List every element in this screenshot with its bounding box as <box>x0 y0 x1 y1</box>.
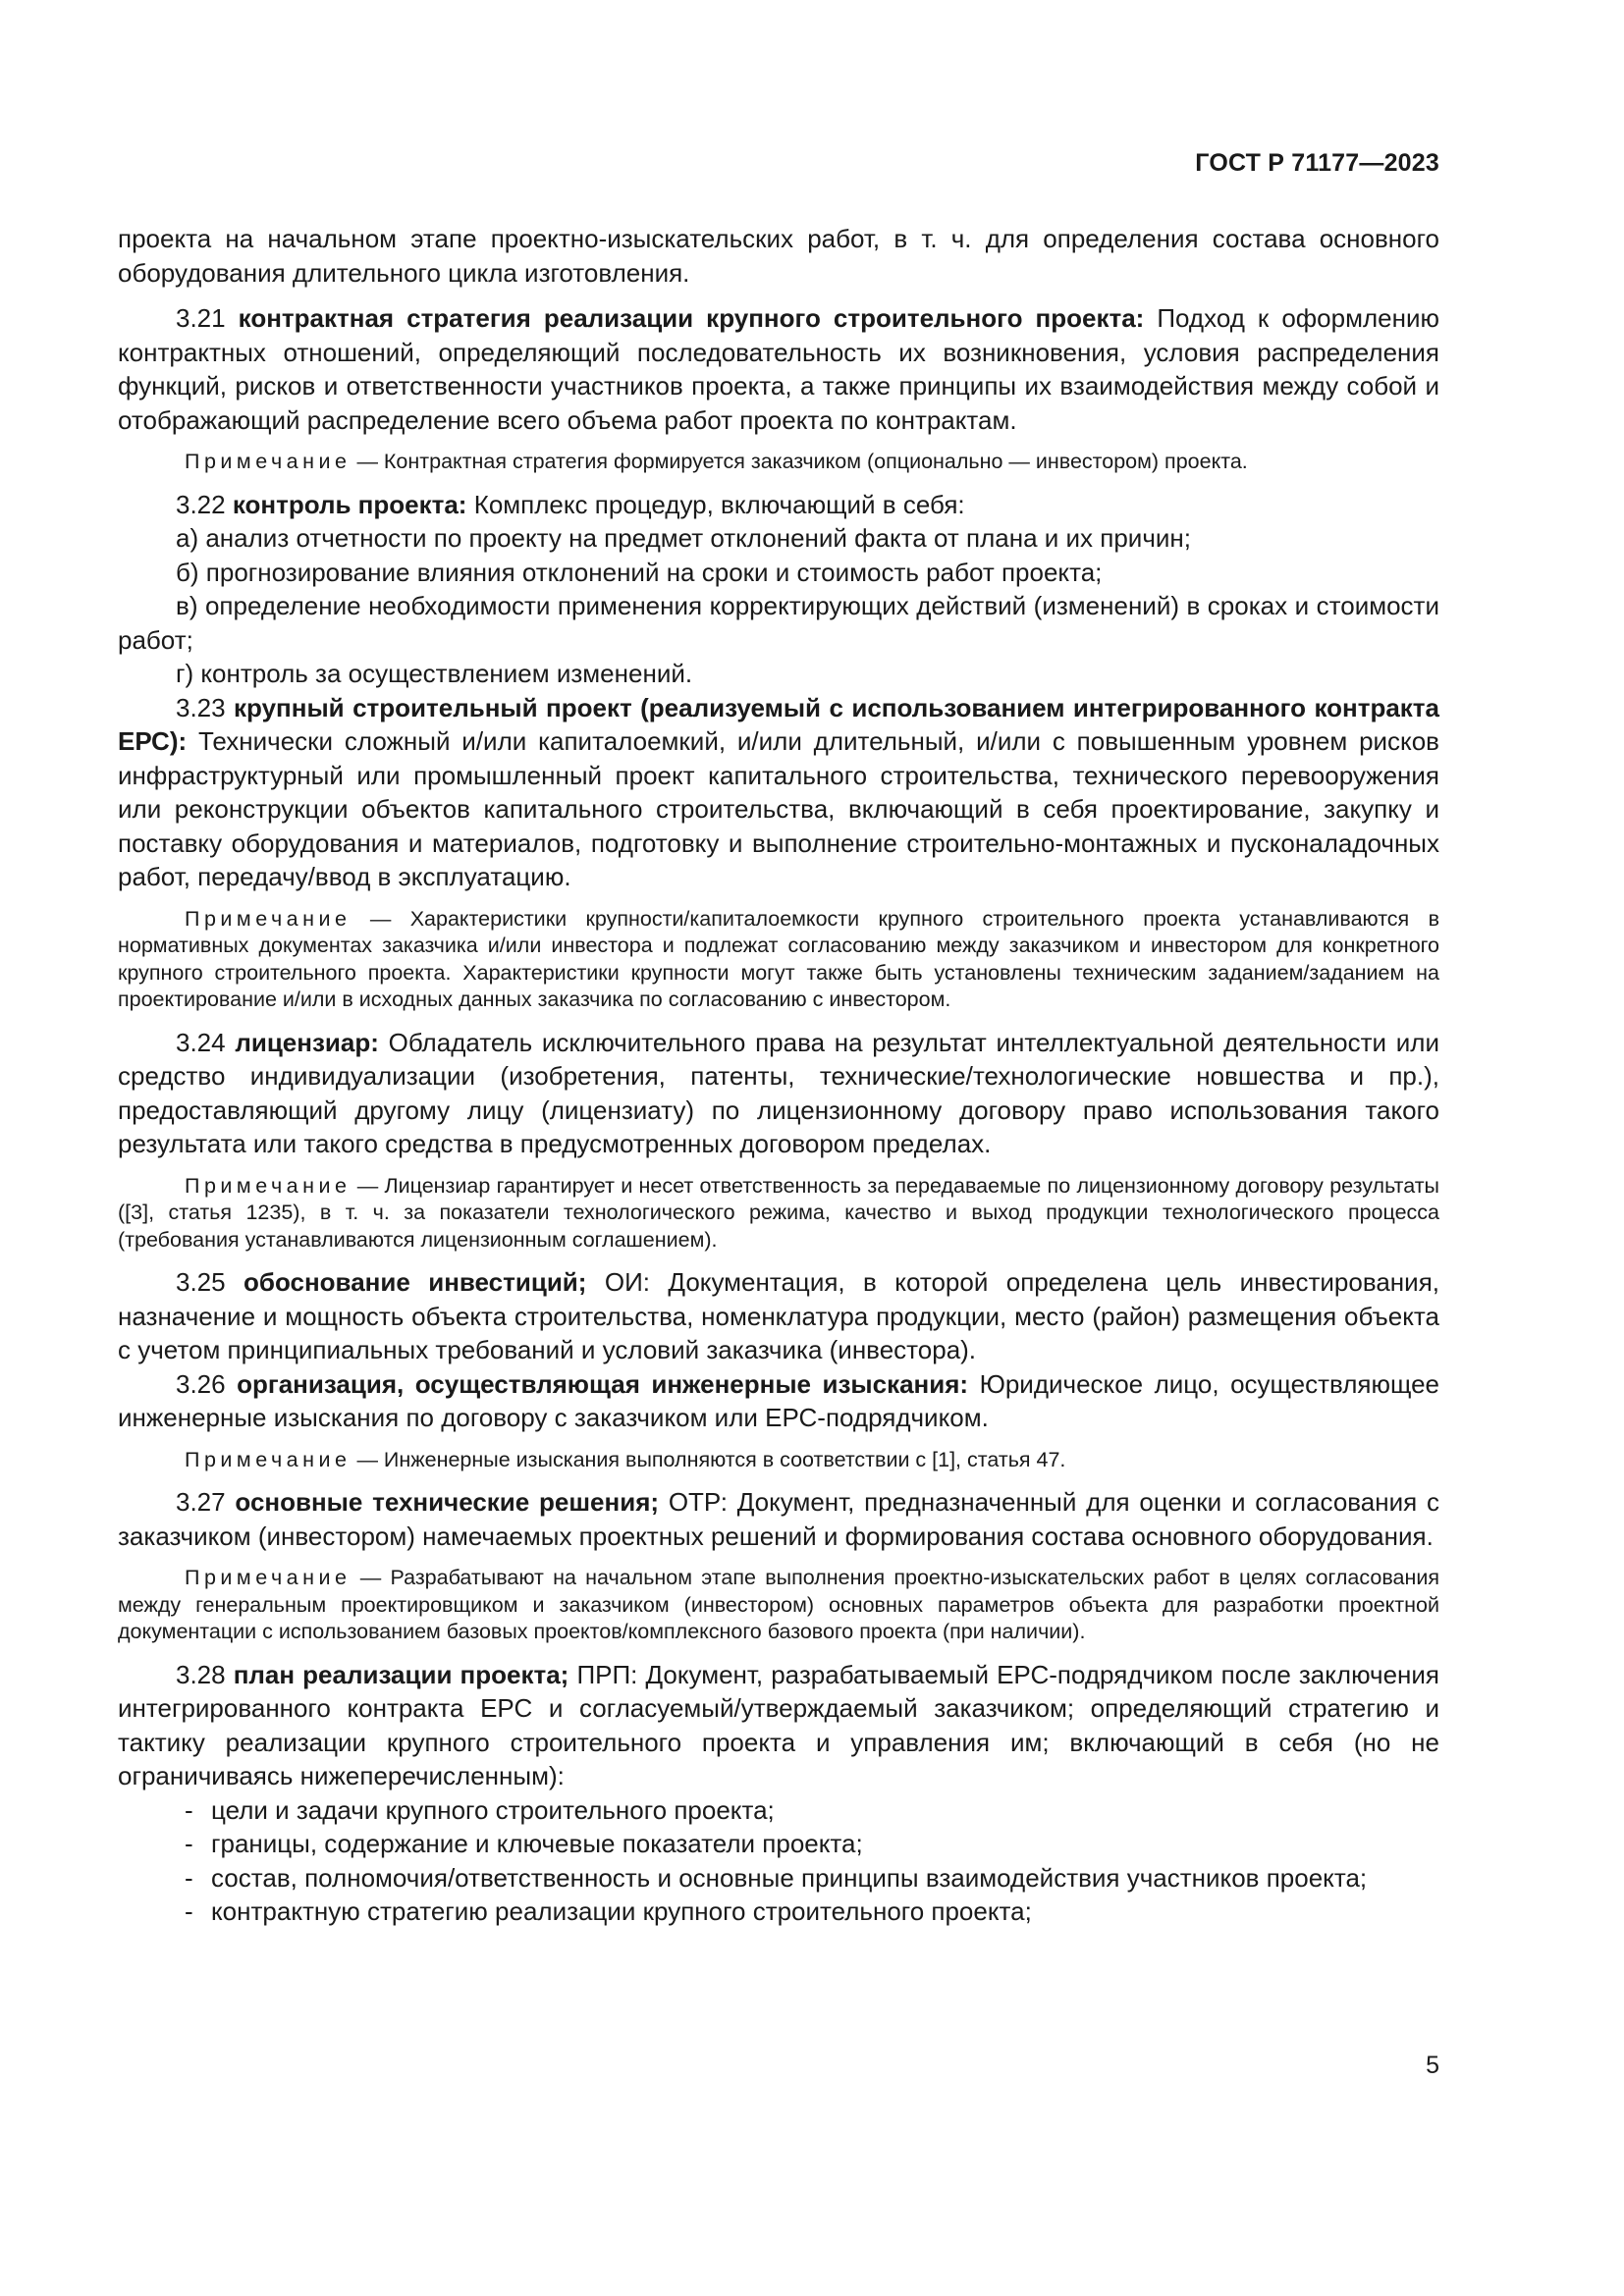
definition: ОТР: Документ, предназначенный для оценки и согласования с заказчиком (инвестором) намечаемых проектных решений и формирования состава основного оборудования. <box>118 1487 1440 1551</box>
section-3-25 <box>118 1265 1439 1367</box>
dash-bullet: - <box>185 1896 193 1926</box>
term: план реализации проекта; <box>233 1659 569 1689</box>
note-text: — Лицензиар гарантирует и несет ответственность за передаваемые по лицензионному договору результаты ([3], статья 1235), в т. ч. за показатели технологического режима, качество и выход продукции технологического процесса (требования устанавливаются лицензионным соглашением). <box>118 1173 1439 1252</box>
section-3-28 <box>118 1658 1439 1793</box>
definition: Подход к оформлению контрактных отношений, определяющий последовательность их возникновения, условия распределения функций, рисков и ответственности участников проекта, а также принципы их взаимодействия между собой и отображающий распределение всего объема работ проекта по контрактам. <box>118 303 1439 435</box>
note-label: Примечание <box>185 450 352 473</box>
note-3-23 <box>118 906 1439 1014</box>
section-number: 3.25 <box>176 1267 226 1297</box>
document-body <box>118 222 1439 1929</box>
definition: Технически сложный и/или капиталоемкий, и/или длительный, и/или с повышенным уровнем рисков инфраструктурный или промышленный проект капитального строительства, технического перевооружения или реконструкции объектов капитального строительства, включающий в себя проектирование, закупку и поставку оборудования и материалов, подготовку и выполнение строительно-монтажных и пусконаладочных работ, передачу/ввод в эксплуатацию. <box>118 726 1439 891</box>
definition: ОИ: Документация, в которой определена цель инвестирования, назначение и мощность объекта строительства, номенклатура продукции, место (район) размещения объекта с учетом принципиальных требований и условий заказчика (инвестора). <box>118 1267 1439 1364</box>
list-item <box>118 1895 1439 1929</box>
list-item-a: а) анализ отчетности по проекту на предмет отклонений факта от плана и их причин; <box>176 523 1191 553</box>
dash-bullet: - <box>185 1829 193 1858</box>
list-item-b: б) прогнозирование влияния отклонений на сроки и стоимость работ проекта; <box>176 557 1103 587</box>
list-item <box>118 1827 1439 1861</box>
list-item-text: границы, содержание и ключевые показатели проекта; <box>211 1829 863 1858</box>
section-number: 3.26 <box>176 1368 226 1399</box>
term: обоснование инвестиций; <box>244 1267 587 1297</box>
note-3-26 <box>118 1447 1439 1474</box>
note-text: — Характеристики крупности/капиталоемкости крупного строительного проекта устанавливаются в нормативных документах заказчика и/или инвестора и подлежат согласованию между заказчиком и инвестором для конкретного крупного строительного проекта. Характеристики крупности могут также быть установлены техническим заданием/заданием на проектирование и/или в исходных данных заказчика по согласованию с инвестором. <box>118 906 1439 1011</box>
note-label: Примечание <box>185 1447 352 1471</box>
dash-bullet: - <box>185 1794 193 1825</box>
term: контрактная стратегия реализации крупного строительного проекта: <box>238 303 1145 333</box>
term: организация, осуществляющая инженерные изыскания: <box>237 1368 969 1399</box>
section-3-22 <box>118 488 1439 522</box>
term: лицензиар: <box>235 1027 379 1057</box>
term: крупный строительный проект (реализуемый с использованием интегрированного контракта ЕРС): <box>118 692 1439 756</box>
note-3-24 <box>118 1173 1439 1255</box>
section-number: 3.22 <box>176 489 226 519</box>
note-3-21 <box>118 449 1439 476</box>
definition: Юридическое лицо, осуществляющее инженерные изыскания по договору с заказчиком или ЕРС-подрядчиком. <box>118 1368 1439 1432</box>
section-number: 3.24 <box>176 1027 226 1057</box>
section-3-23 <box>118 691 1439 894</box>
term: контроль проекта: <box>232 489 467 519</box>
section-3-27 <box>118 1485 1439 1553</box>
list-item-text: цели и задачи крупного строительного проекта; <box>211 1794 775 1825</box>
dash-bullet: - <box>185 1862 193 1893</box>
list-item-v: в) определение необходимости применения корректирующих действий (изменений) в сроках и стоимости работ; <box>118 591 1439 655</box>
note-label: Примечание <box>185 1566 352 1589</box>
note-label: Примечание <box>185 906 352 931</box>
note-text: — Контрактная стратегия формируется заказчиком (опционально — инвестором) проекта. <box>356 450 1248 473</box>
section-3-21 <box>118 301 1439 437</box>
section-number: 3.27 <box>176 1487 226 1517</box>
list-item-text: состав, полномочия/ответственность и основные принципы взаимодействия участников проекта; <box>211 1862 1368 1893</box>
note-label: Примечание <box>185 1173 352 1198</box>
document-code-header: ГОСТ Р 71177—2023 <box>1195 149 1439 177</box>
list-item-g: г) контроль за осуществлением изменений. <box>176 659 693 688</box>
note-3-27 <box>118 1565 1439 1646</box>
definition: Обладатель исключительного права на результат интеллектуальной деятельности или средство индивидуализации (изобретения, патенты, технические/технологические новшества и пр.), предоставляющий другому лицу (лицензиату) по лицензионному договору право использования такого результата или такого средства в предусмотренных договором пределах. <box>118 1027 1440 1158</box>
list-item <box>118 1793 1439 1828</box>
note-text: — Инженерные изыскания выполняются в соответствии с [1], статья 47. <box>356 1447 1066 1471</box>
definition: Комплекс процедур, включающий в себя: <box>473 489 965 519</box>
section-number: 3.21 <box>176 303 226 333</box>
list-item <box>118 1861 1439 1896</box>
section-number: 3.23 <box>176 692 226 722</box>
page-number: 5 <box>1426 2052 1439 2079</box>
intro-paragraph: проекта на начальном этапе проектно-изыскательских работ, в т. ч. для определения состава основного оборудования длительного цикла изготовления. <box>118 224 1439 288</box>
definition: ПРП: Документ, разрабатываемый ЕРС-подрядчиком после заключения интегрированного контракта ЕРС и согласуемый/утверждаемый заказчиком; определяющий стратегию и тактику реализации крупного строительного проекта и управления им; включающий в себя (но не ограничиваясь нижеперечисленным): <box>118 1659 1439 1790</box>
list-item-text: контрактную стратегию реализации крупного строительного проекта; <box>211 1896 1032 1926</box>
section-3-24 <box>118 1026 1439 1161</box>
term: основные технические решения; <box>235 1487 660 1517</box>
note-text: — Разрабатывают на начальном этапе выполнения проектно-изыскательских работ в целях согласования между генеральным проектировщиком и заказчиком (инвестором) основных параметров объекта для разработки проектной документации с использованием базовых проектов/комплексного базового проекта (при наличии). <box>118 1566 1439 1643</box>
section-number: 3.28 <box>176 1659 226 1689</box>
section-3-26 <box>118 1367 1439 1435</box>
